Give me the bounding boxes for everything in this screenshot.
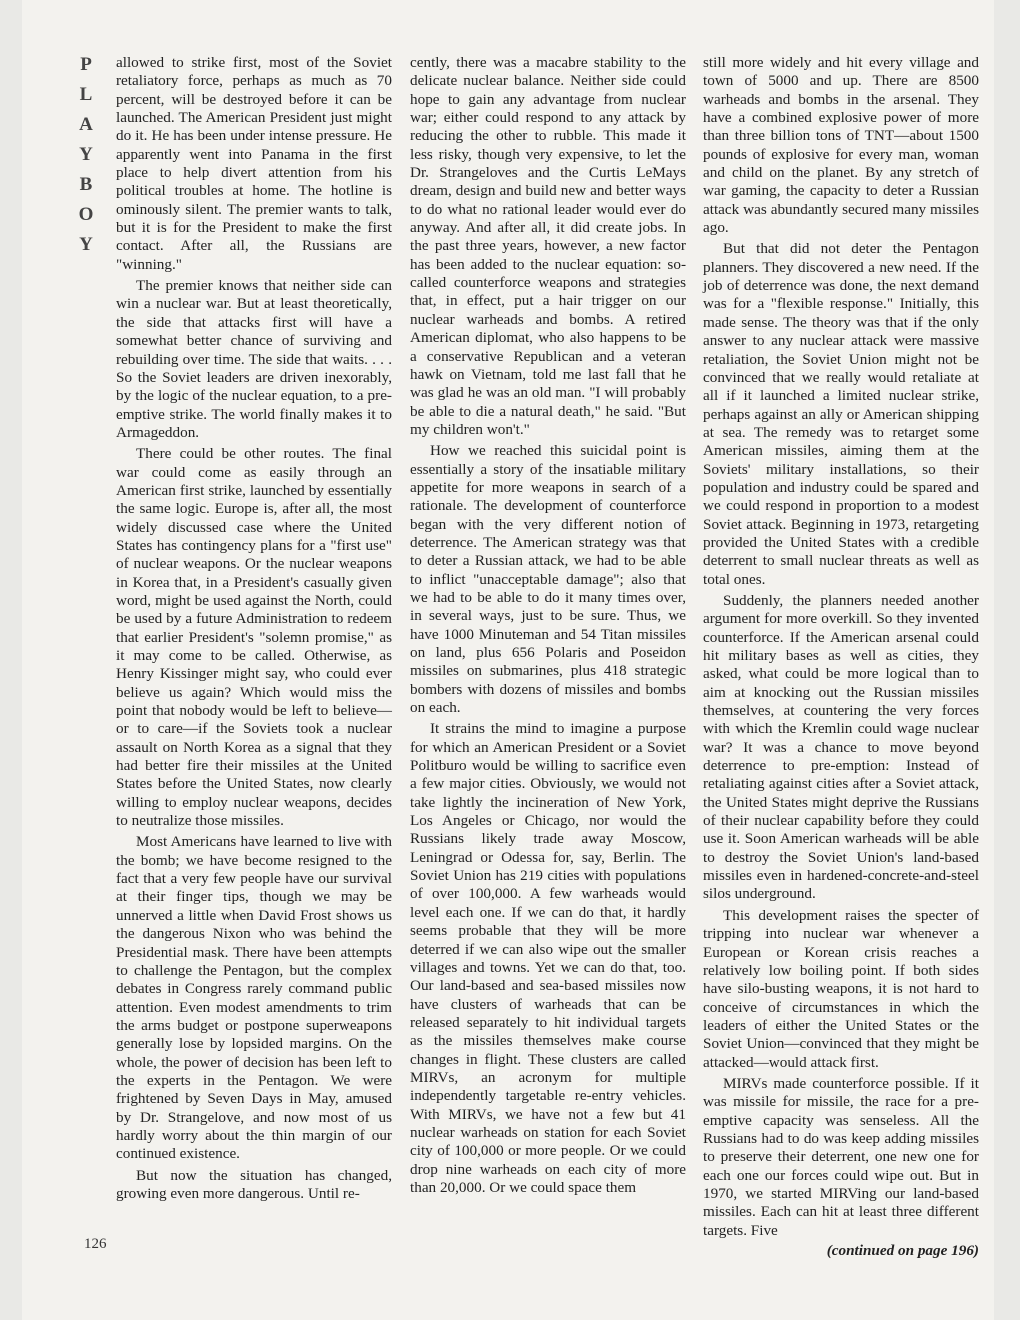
paragraph: But now the situation has changed, growing even more dangerous. Until re-	[116, 1166, 392, 1202]
magazine-letter: Y	[79, 234, 93, 255]
paragraph: How we reached this suicidal point is essentially a story of the insatiable military appetite for more weapons in search of a rationale. The development of counterforce began with the very different notion of deterrence. The American strategy was that to deter a Russian attack, we had to be able to inflict "unacceptable damage"; also that we had to be able to do it many times over, in several ways, just to be sure. Thus, we have 1000 Minuteman and 54 Titan missiles on land, plus 656 Polaris and Poseidon missiles on submarines, plus 418 strategic bombers with dozens of missiles and bombs on each.	[410, 442, 686, 717]
paragraph: cently, there was a macabre stability to the delicate nuclear balance. Neither side could hope to gain any advantage from nuclear war; either could respond to any attack by reducing the other to rubble. This made it less risky, though very expensive, to let the Dr. Strangeloves and the Curtis LeMays dream, design and build new and better ways to do what no rational leader would ever do anyway. And after all, it did create jobs. In the past three years, however, a new factor has been added to the nuclear equation: so-called counterforce weapons and strategies that, in effect, put a hair trigger on our nuclear warheads and bombs. A retired American diplomat, who also happens to be a conservative Republican and a veteran hawk on Vietnam, told me last fall that he was glad he was an old man. "I will probably be able to die a natural death," he said. "But my children won't."	[410, 54, 686, 438]
paragraph: MIRVs made counterforce possible. If it was missile for missile, the race for a pre-emptive capacity was senseless. All the Russians had to do was keep adding missiles to preserve their deterrent, one new one for each one our forces could wipe out. But in 1970, we started MIRVing our land-based missiles. Each can hit at least three different targets. Five	[703, 1074, 979, 1239]
text-column-1	[116, 54, 392, 1203]
text-column-3	[703, 54, 979, 1260]
magazine-letter: A	[79, 114, 93, 135]
paragraph: But that did not deter the Pentagon planners. They discovered a new need. If the job of deterrence was done, the next demand was for a "flexible response." Initially, this made sense. The theory was that if the only answer to any nuclear attack were massive retaliation, the Soviet Union might not be convinced that we really would retaliate at all if it launched a limited nuclear strike, perhaps against an ally or American shipping at sea. The remedy was to retarget some American missiles, aiming them at the Soviets' military installations, so their population and industry could be spared and we could respond in proportion to a modest Soviet attack. Beginning in 1973, retargeting provided the United States with a credible deterrent to small nuclear threats as well as total ones.	[703, 240, 979, 588]
continued-note: (continued on page 196)	[826, 1242, 979, 1259]
magazine-letter: O	[78, 204, 94, 225]
magazine-letter: L	[79, 84, 93, 105]
text-column-2	[410, 54, 686, 1197]
magazine-name-vertical	[74, 50, 98, 260]
paragraph: This development raises the specter of tripping into nuclear war whenever a European or Korean crisis reaches a relatively low boiling point. If both sides have silo-busting weapons, it is not hard to conceive of circumstances in which the leaders of either the United States or the Soviet Union—convinced that they might be attacked—would attack first.	[703, 906, 979, 1071]
paragraph: The premier knows that neither side can win a nuclear war. But at least theoretically, the side that attacks first will have a somewhat better chance of surviving and rebuilding over time. The side that waits. . . . So the Soviet leaders are driven inexorably, by the logic of the nuclear equation, to a pre-emptive strike. The world finally makes it to Armageddon.	[116, 277, 392, 441]
paragraph: still more widely and hit every village and town of 5000 and up. There are 8500 warheads and bombs in the arsenal. They have a combined explosive power of more than three billion tons of TNT—about 1500 pounds of explosive for every man, woman and child on the planet. By any stretch of war gaming, the capacity to deter a Russian attack was abundantly secured many missiles ago.	[703, 54, 979, 237]
page-number: 126	[84, 1236, 107, 1252]
paragraph: Suddenly, the planners needed another argument for more overkill. So they invented counterforce. If the American arsenal could hit military bases as well as cities, they asked, what could be more logical than to aim at knocking out the Russian missiles themselves, at countering the very forces with which the Kremlin could wage nuclear war? It was a chance to move beyond deterrence to pre-emption: Instead of retaliating against cities after a Soviet attack, the United States might deprive the Russians of their nuclear capability before they could use it. Soon American warheads will be able to destroy the Soviet Union's land-based missiles even in hardened-concrete-and-steel silos underground.	[703, 591, 979, 903]
magazine-letter: B	[79, 174, 93, 195]
paragraph: Most Americans have learned to live with the bomb; we have become resigned to the fact that a very few people have our survival at their finger tips, though we may be unnerved a little when David Frost shows us the dangerous Nixon who was behind the Presidential mask. There have been attempts to challenge the Pentagon, but the complex debates in Congress rarely command public attention. Even modest amendments to trim the arms budget or postpone superweapons generally lose by lopsided margins. On the whole, the power of decision has been left to the experts in the Pentagon. We were frightened by Seven Days in May, amused by Dr. Strangelove, and now most of us hardly worry about the thin margin of our continued existence.	[116, 833, 392, 1163]
paragraph: allowed to strike first, most of the Soviet retaliatory force, perhaps as much as 70 percent, will be destroyed before it can be launched. The American President just might do it. He has been under intense pressure. He apparently went into Panama in the first place to help divert attention from his political troubles at home. The hotline is ominously silent. The premier wants to talk, but it is for the President to make the first contact. After all, the Russians are "winning."	[116, 54, 392, 273]
magazine-letter: Y	[79, 144, 93, 165]
paragraph: There could be other routes. The final war could come as easily through an American first strike, launched by essentially the same logic. Europe is, after all, the most widely discussed case where the United States has contingency plans for a "first use" of nuclear weapons. Or the nuclear weapons in Korea that, in a President's casually given word, might be used against the North, could be used by a future Administration to redeem that earlier President's "solemn promise," as it may come to be called. Otherwise, as Henry Kissinger might say, who could ever believe us again? Which would miss the point that nobody would be left to believe—or to care—if the Soviets took a nuclear assault on North Korea as a signal that they had better fire their missiles at the United States before the United States, now clearly willing to employ nuclear weapons, decides to neutralize those missiles.	[116, 445, 392, 830]
magazine-page	[22, 0, 994, 1320]
paragraph: It strains the mind to imagine a purpose for which an American President or a Soviet Politburo would be willing to sacrifice even a few major cities. Obviously, we would not take lightly the incineration of New York, Los Angeles or Chicago, nor would the Russians likely trade away Moscow, Leningrad or Odessa for, say, Berlin. The Soviet Union has 219 cities with populations of over 100,000. A few warheads would level each one. If we can do that, it hardly seems probable that they will be more deterred if we can also wipe out the smaller villages and towns. Yet we can do that, too. Our land-based and sea-based missiles now have clusters of warheads that can be released separately to hit individual targets as the missiles themselves make course changes in flight. These clusters are called MIRVs, an acronym for multiple independently targetable re-entry vehicles. With MIRVs, we have not a few but 41 nuclear warheads on station for each Soviet city of 100,000 or more people. Or we could drop nine warheads on each city of more than 20,000. Or we could space them	[410, 720, 686, 1196]
magazine-letter: P	[80, 54, 92, 75]
